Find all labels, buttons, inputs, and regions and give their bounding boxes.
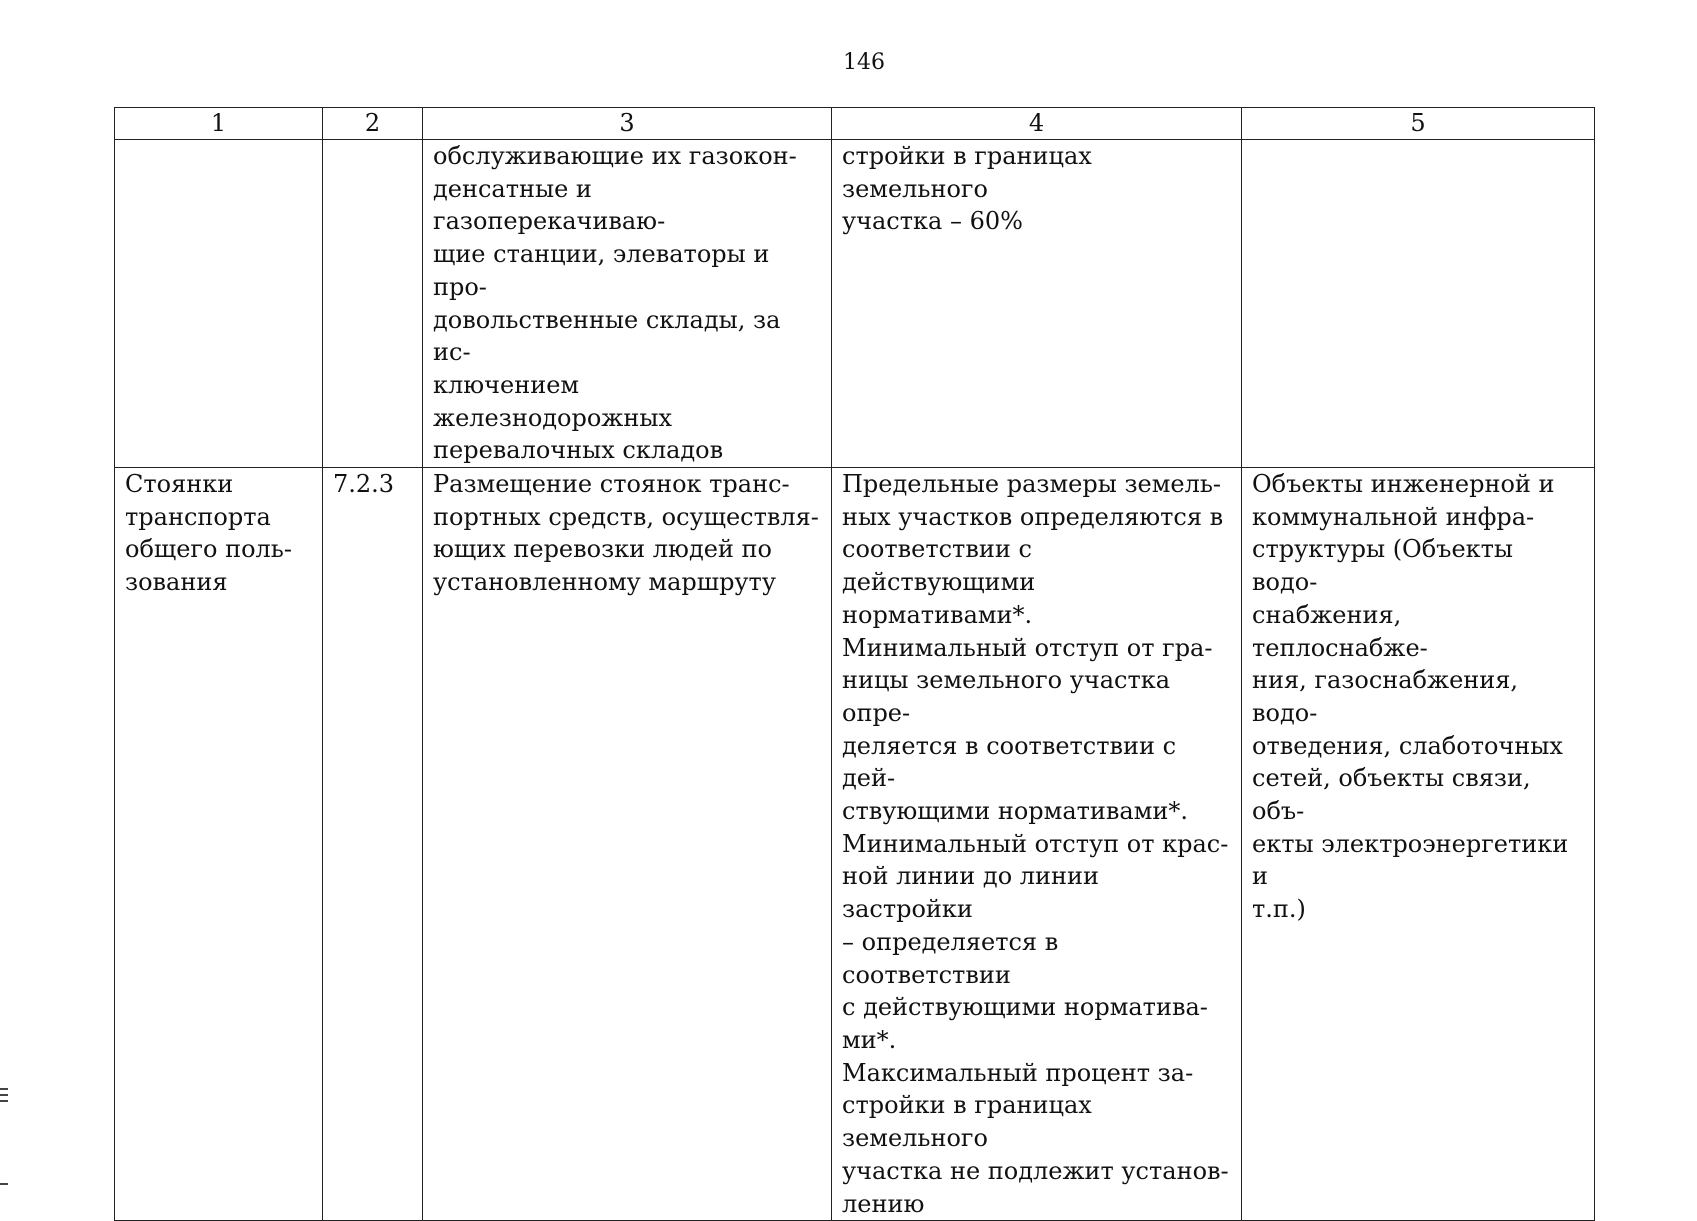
table-cell [423,468,832,1221]
scan-margin-mark [0,1094,8,1096]
column-header: 5 [1242,108,1595,140]
table-cell [115,468,323,1221]
scan-margin-mark [0,1100,8,1102]
table-cell [323,468,423,1221]
column-header: 3 [423,108,832,140]
cell-text: 7.2.3 [333,470,395,499]
column-header: 1 [115,108,323,140]
cell-text: Стоянки транспорта общего поль- зования [125,470,292,597]
cell-text: стройки в границах земельного участка – 60% [842,142,1092,236]
table-cell [1242,140,1595,468]
table-cell [832,468,1242,1221]
page-number: 146 [843,50,885,75]
column-header: 4 [832,108,1242,140]
scan-margin-mark [0,1088,8,1090]
table-cell [1242,468,1595,1221]
table-cell [323,140,423,468]
table-row [115,140,1595,468]
table-cell [115,140,323,468]
cell-text: обслуживающие их газокон- денсатные и газоперекачиваю- щие станции, элеваторы и про- довольственные склады, за ис- ключением железнодорожных перевалочных складов [433,142,797,465]
cell-text: Объекты инженерной и коммунальной инфра- структуры (Объекты водо- снабжения, теплоснабже- ния, газоснабжения, водо- отведения, слаботочных сетей, объекты связи, объ- екты электроэнергетики и т.п.) [1252,470,1569,924]
table-row [115,468,1595,1221]
column-header: 2 [323,108,423,140]
scan-margin-mark [0,1183,8,1185]
cell-text: Предельные размеры земель- ных участков определяются в соответствии с действующими нормативами*. Минимальный отступ от гра- ницы земельного участка опре- деляется в соответствии с дей- ствующими нормативами*. Минимальный отступ от крас- ной линии до линии застройки – определяется в соответствии с действующими норматива- ми*. Максимальный процент за- стройки в границах земельного участка не подлежит установ- лению [842,470,1229,1218]
table-cell [832,140,1242,468]
header-row [115,108,1595,140]
table-cell [423,140,832,468]
cell-text: Размещение стоянок транс- портных средств, осуществля- ющих перевозки людей по установленному маршруту [433,470,819,597]
zoning-table [114,107,1595,1221]
